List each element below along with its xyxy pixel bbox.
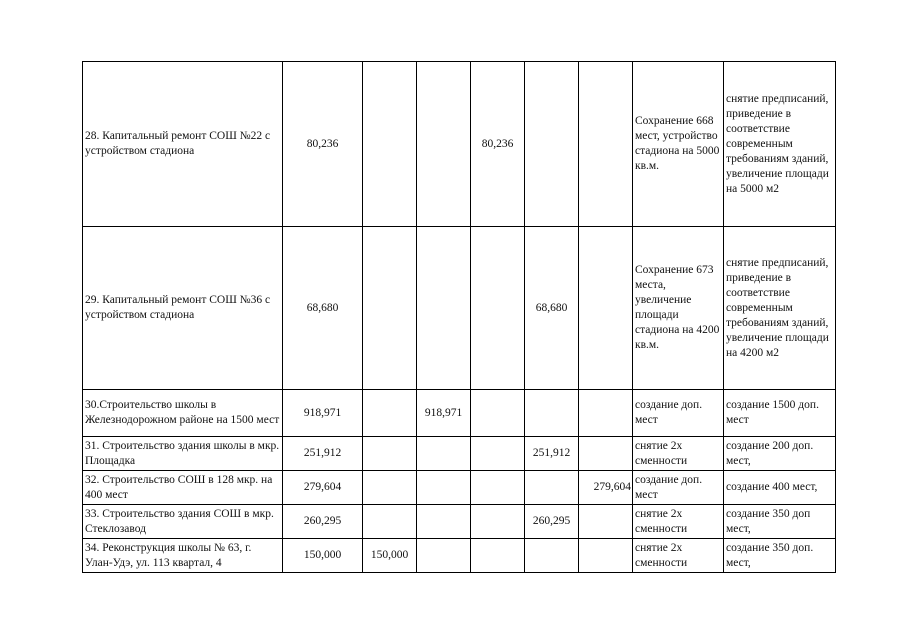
year-cell-2 [417, 505, 471, 539]
project-name-cell: 32. Строительство СОШ в 128 мкр. на 400 мест [83, 471, 283, 505]
year-cell-3 [471, 539, 525, 573]
year-cell-1 [363, 227, 417, 390]
result-cell: Сохранение 673 места, увеличение площади стадиона на 4200 кв.м. [633, 227, 724, 390]
year-cell-4 [525, 539, 579, 573]
year-cell-1 [363, 471, 417, 505]
year-cell-1 [363, 390, 417, 437]
result-cell: создание доп. мест [633, 471, 724, 505]
document-table [82, 61, 836, 573]
table-row [83, 437, 836, 471]
year-cell-2 [417, 471, 471, 505]
year-cell-5 [579, 390, 633, 437]
project-name-cell: 29. Капитальный ремонт СОШ №36 с устройством стадиона [83, 227, 283, 390]
total-cell: 68,680 [283, 227, 363, 390]
note-cell: создание 1500 доп. мест [724, 390, 836, 437]
result-cell: снятие 2х сменности [633, 437, 724, 471]
year-cell-4 [525, 471, 579, 505]
table-row [83, 539, 836, 573]
year-cell-5: 279,604 [579, 471, 633, 505]
note-cell: снятие предписаний, приведение в соответствие современным требованиям зданий, увеличение площади на 5000 м2 [724, 62, 836, 227]
note-cell: создание 200 доп. мест, [724, 437, 836, 471]
year-cell-2 [417, 62, 471, 227]
year-cell-2 [417, 539, 471, 573]
table-row [83, 62, 836, 227]
year-cell-1 [363, 437, 417, 471]
project-name-cell: 33. Строительство здания СОШ в мкр. Стеклозавод [83, 505, 283, 539]
total-cell: 251,912 [283, 437, 363, 471]
table-row [83, 505, 836, 539]
year-cell-2 [417, 227, 471, 390]
year-cell-5 [579, 227, 633, 390]
year-cell-1: 150,000 [363, 539, 417, 573]
total-cell: 260,295 [283, 505, 363, 539]
year-cell-1 [363, 62, 417, 227]
table-row [83, 471, 836, 505]
year-cell-5 [579, 437, 633, 471]
note-cell: создание 350 доп. мест, [724, 539, 836, 573]
year-cell-3 [471, 471, 525, 505]
total-cell: 918,971 [283, 390, 363, 437]
year-cell-5 [579, 505, 633, 539]
year-cell-4 [525, 62, 579, 227]
project-name-cell: 30.Строительство школы в Железнодорожном районе на 1500 мест [83, 390, 283, 437]
total-cell: 150,000 [283, 539, 363, 573]
year-cell-3 [471, 505, 525, 539]
year-cell-3: 80,236 [471, 62, 525, 227]
year-cell-4: 68,680 [525, 227, 579, 390]
year-cell-3 [471, 390, 525, 437]
year-cell-3 [471, 437, 525, 471]
total-cell: 80,236 [283, 62, 363, 227]
year-cell-4: 251,912 [525, 437, 579, 471]
year-cell-4 [525, 390, 579, 437]
total-cell: 279,604 [283, 471, 363, 505]
note-cell: создание 350 доп мест, [724, 505, 836, 539]
year-cell-2: 918,971 [417, 390, 471, 437]
result-cell: снятие 2х сменности [633, 505, 724, 539]
result-cell: Сохранение 668 мест, устройство стадиона на 5000 кв.м. [633, 62, 724, 227]
result-cell: создание доп. мест [633, 390, 724, 437]
project-name-cell: 28. Капитальный ремонт СОШ №22 с устройством стадиона [83, 62, 283, 227]
year-cell-3 [471, 227, 525, 390]
year-cell-5 [579, 539, 633, 573]
note-cell: снятие предписаний, приведение в соответствие современным требованиям зданий, увеличение площади на 4200 м2 [724, 227, 836, 390]
year-cell-4: 260,295 [525, 505, 579, 539]
result-cell: снятие 2х сменности [633, 539, 724, 573]
project-name-cell: 34. Реконструкция школы № 63, г. Улан-Удэ, ул. 113 квартал, 4 [83, 539, 283, 573]
table-row [83, 390, 836, 437]
note-cell: создание 400 мест, [724, 471, 836, 505]
year-cell-1 [363, 505, 417, 539]
table-row [83, 227, 836, 390]
project-name-cell: 31. Строительство здания школы в мкр. Площадка [83, 437, 283, 471]
year-cell-2 [417, 437, 471, 471]
year-cell-5 [579, 62, 633, 227]
